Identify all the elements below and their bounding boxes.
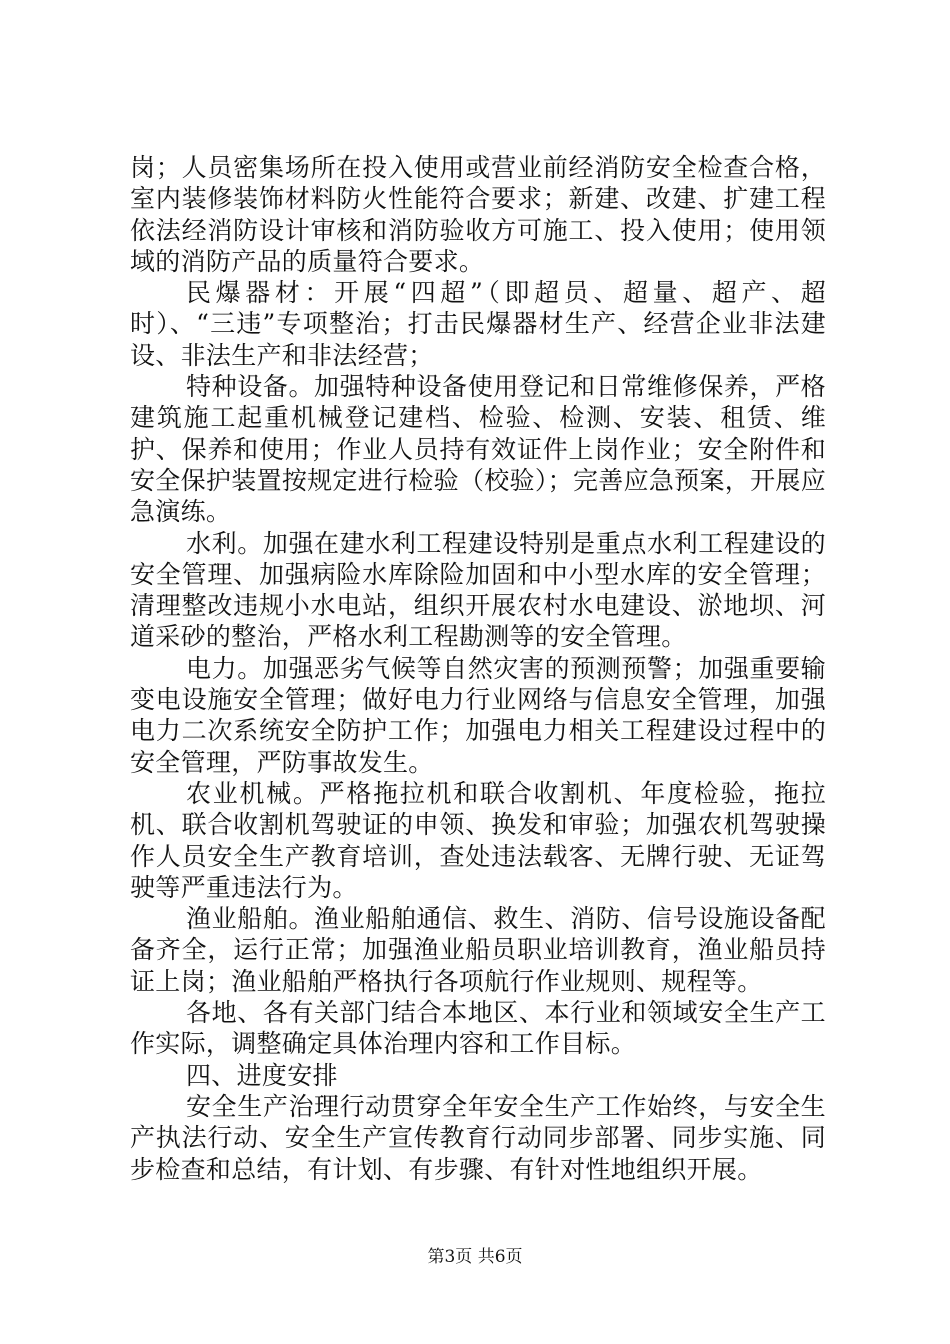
page-footer: 第3页 共6页	[427, 1247, 523, 1267]
paragraph-civil-explosives: 民爆器材：开展“四超”（即超员、超量、超产、超时）、“三违”专项整治；打击民爆器材生产、经营企业非法建设、非法生产和非法经营；	[130, 278, 826, 370]
document-body	[130, 152, 826, 1185]
paragraph-fishing-vessels: 渔业船舶。渔业船舶通信、救生、消防、信号设施设备配备齐全，运行正常；加强渔业船员职业培训教育，渔业船员持证上岗；渔业船舶严格执行各项航行作业规则、规程等。	[130, 904, 826, 996]
paragraph-fire-safety-continued: 岗；人员密集场所在投入使用或营业前经消防安全检查合格，室内装修装饰材料防火性能符合要求；新建、改建、扩建工程依法经消防设计审核和消防验收方可施工、投入使用；使用领域的消防产品的质量符合要求。	[130, 153, 826, 276]
paragraph-local-departments: 各地、各有关部门结合本地区、本行业和领域安全生产工作实际，调整确定具体治理内容和工作目标。	[130, 998, 826, 1059]
section-heading-schedule: 四、进度安排	[186, 1060, 338, 1090]
paragraph-water-conservancy: 水利。加强在建水利工程建设特别是重点水利工程建设的安全管理、加强病险水库除险加固和中小型水库的安全管理；清理整改违规小水电站，组织开展农村水电建设、淤地坝、河道采砂的整治，严格水利工程勘测等的安全管理。	[130, 528, 826, 652]
paragraph-electric-power: 电力。加强恶劣气候等自然灾害的预测预警；加强重要输变电设施安全管理；做好电力行业网络与信息安全管理，加强电力二次系统安全防护工作；加强电力相关工程建设过程中的安全管理，严防事故发生。	[130, 653, 826, 777]
paragraph-schedule: 安全生产治理行动贯穿全年安全生产工作始终，与安全生产执法行动、安全生产宣传教育行动同步部署、同步实施、同步检查和总结，有计划、有步骤、有针对性地组织开展。	[130, 1091, 826, 1184]
paragraph-agricultural-machinery: 农业机械。严格拖拉机和联合收割机、年度检验，拖拉机、联合收割机驾驶证的申领、换发和审验；加强农机驾驶操作人员安全生产教育培训，查处违法载客、无牌行驶、无证驾驶等严重违法行为。	[130, 778, 826, 902]
paragraph-special-equipment: 特种设备。加强特种设备使用登记和日常维修保养，严格建筑施工起重机械登记建档、检验、检测、安装、租赁、维护、保养和使用；作业人员持有效证件上岗作业；安全附件和安全保护装置按规定进行检验（校验）；完善应急预案，开展应急演练。	[130, 372, 826, 527]
